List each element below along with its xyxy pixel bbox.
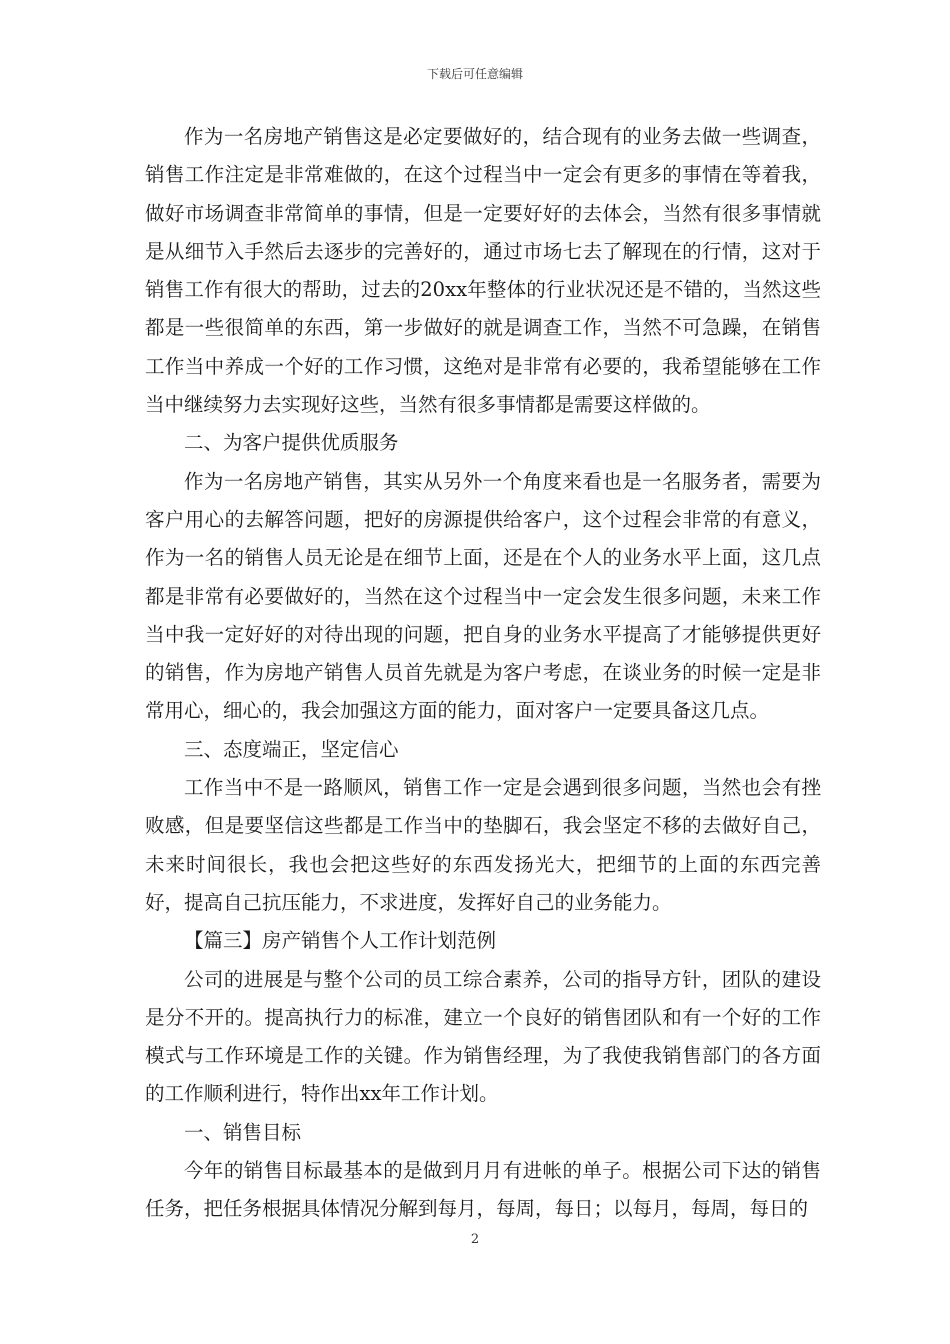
document-body [145,118,821,1229]
paragraph-customer-service: 作为一名房地产销售，其实从另外一个角度来看也是一名服务者，需要为客户用心的去解答问题，把好的房源提供给客户，这个过程会非常的有意义，作为一名的销售人员无论是在细节上面，还是在个人的业务水平上面，这几点都是非常有必要做好的，当然在这个过程当中一定会发生很多问题，未来工作当中我一定好好的对待出现的问题，把自身的业务水平提高了才能够提供更好的销售，作为房地产销售人员首先就是为客户考虑，在谈业务的时候一定是非常用心，细心的，我会加强这方面的能力，面对客户一定要具备这几点。 [145,469,821,723]
section-heading-part-three: 【篇三】房产销售个人工作计划范例 [184,929,497,953]
paragraph-market-research: 作为一名房地产销售这是必定要做好的，结合现有的业务去做一些调查，销售工作注定是非常难做的，在这个过程当中一定会有更多的事情在等着我，做好市场调查非常简单的事情，但是一定要好好的去体会，当然有很多事情就是从细节入手然后去逐步的完善好的，通过市场七去了解现在的行情，这对于销售工作有很大的帮助，过去的20xx年整体的行业状况还是不错的，当然这些都是一些很简单的东西，第一步做好的就是调查工作，当然不可急躁，在销售工作当中养成一个好的工作习惯，这绝对是非常有必要的，我希望能够在工作当中继续努力去实现好这些，当然有很多事情都是需要这样做的。 [145,125,821,417]
page-number: 2 [470,1232,480,1247]
paragraph-company-development: 公司的进展是与整个公司的员工综合素养，公司的指导方针，团队的建设是分不开的。提高执行力的标准，建立一个良好的销售团队和有一个好的工作模式与工作环境是工作的关键。作为销售经理，为了我使我销售部门的各方面的工作顺利进行，特作出xx年工作计划。 [145,967,821,1106]
paragraph-sales-target: 今年的销售目标最基本的是做到月月有进帐的单子。根据公司下达的销售任务，把任务根据具体情况分解到每月，每周，每日；以每月，每周，每日的 [145,1159,821,1221]
paragraph-attitude: 工作当中不是一路顺风，销售工作一定是会遇到很多问题，当然也会有挫败感，但是要坚信这些都是工作当中的垫脚石，我会坚定不移的去做好自己，未来时间很长，我也会把这些好的东西发扬光大，把细节的上面的东西完善好，提高自己抗压能力，不求进度，发挥好自己的业务能力。 [145,776,821,914]
page-header: 下载后可任意编辑 [426,67,523,81]
section-heading-sales-target: 一、销售目标 [184,1120,302,1144]
section-heading-attitude: 三、态度端正，坚定信心 [184,737,399,761]
section-heading-customer-service: 二、为客户提供优质服务 [184,431,399,455]
